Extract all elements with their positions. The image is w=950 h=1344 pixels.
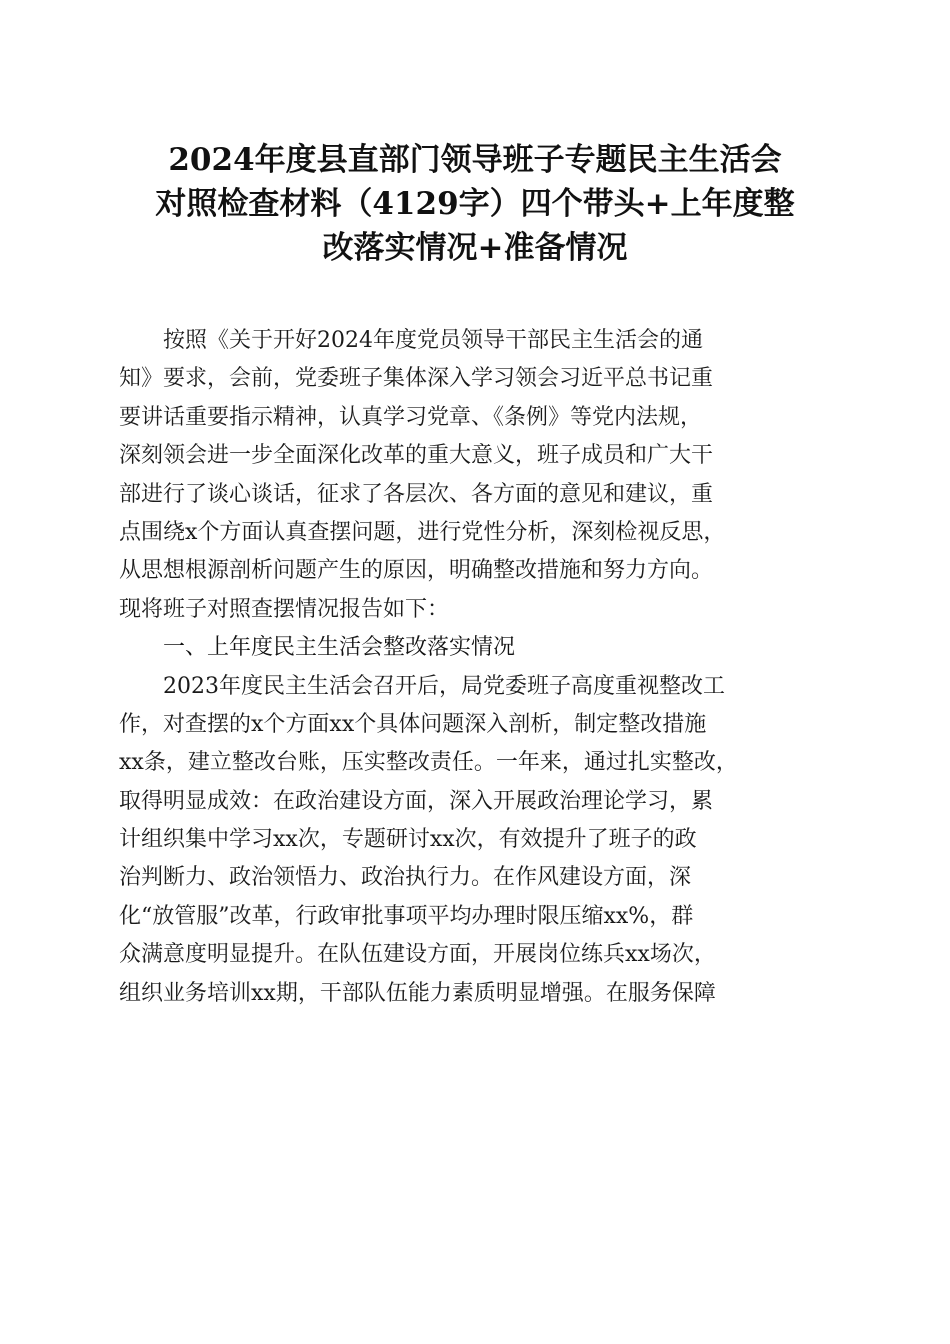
document-body <box>119 322 839 1013</box>
section-line-1: 2023年度民主生活会召开后，局党委班子高度重视整改工 <box>119 673 725 699</box>
section-line-9: 组织业务培训xx期，干部队伍能力素质明显增强。在服务保障 <box>119 980 716 1006</box>
intro-line-8: 现将班子对照查摆情况报告如下： <box>119 596 450 622</box>
title-line-1: 2024年度县直部门领导班子专题民主生活会 <box>168 142 782 178</box>
title-line-2: 对照检查材料（4129字）四个带头+上年度整 <box>155 186 795 222</box>
intro-paragraph <box>119 322 839 629</box>
intro-line-3: 要讲话重要指示精神，认真学习党章、《条例》等党内法规， <box>119 404 703 430</box>
section-line-2: 作，对查摆的x个方面xx个具体问题深入剖析，制定整改措施 <box>119 711 707 737</box>
section-heading: 一、上年度民主生活会整改落实情况 <box>119 635 516 661</box>
intro-line-6: 点围绕x个方面认真查摆问题，进行党性分析，深刻检视反思， <box>119 519 726 545</box>
section-line-3: xx条，建立整改台账，压实整改责任。一年来，通过扎实整改， <box>119 750 738 776</box>
document-title <box>80 138 870 270</box>
section-line-7: 化“放管服”改革，行政审批事项平均办理时限压缩xx%，群 <box>119 903 694 929</box>
intro-line-7: 从思想根源剖析问题产生的原因，明确整改措施和努力方向。 <box>119 558 714 584</box>
section-line-8: 众满意度明显提升。在队伍建设方面，开展岗位练兵xx场次， <box>119 942 716 968</box>
section-line-5: 计组织集中学习xx次，专题研讨xx次，有效提升了班子的政 <box>119 827 697 853</box>
intro-line-1: 按照《关于开好2024年度党员领导干部民主生活会的通 <box>119 328 703 353</box>
section-paragraph <box>119 668 839 1014</box>
section-line-6: 治判断力、政治领悟力、政治执行力。在作风建设方面，深 <box>119 865 692 891</box>
intro-line-4: 深刻领会进一步全面深化改革的重大意义，班子成员和广大干 <box>119 443 714 469</box>
intro-line-5: 部进行了谈心谈话，征求了各层次、各方面的意见和建议，重 <box>119 481 714 507</box>
intro-line-2: 知》要求，会前，党委班子集体深入学习领会习近平总书记重 <box>119 366 714 392</box>
title-line-3: 改落实情况+准备情况 <box>322 230 628 266</box>
section-line-4: 取得明显成效：在政治建设方面，深入开展政治理论学习，累 <box>119 788 714 814</box>
